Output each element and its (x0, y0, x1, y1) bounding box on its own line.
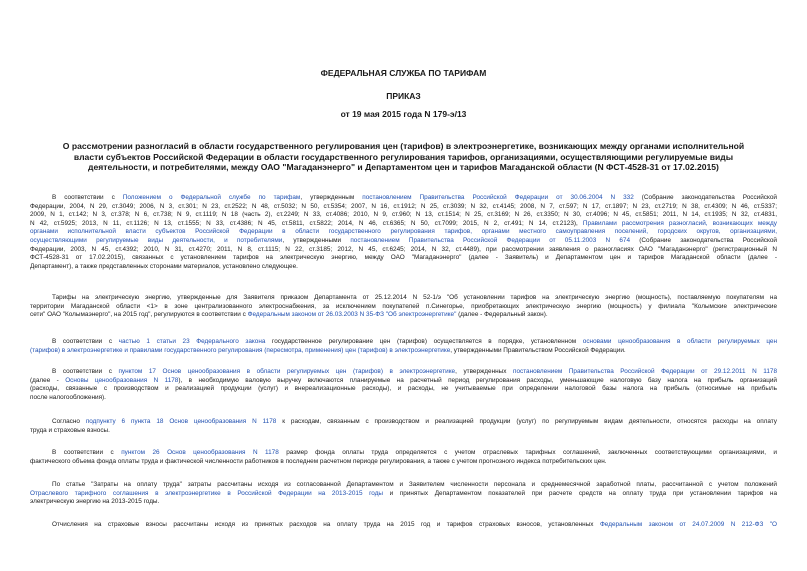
subject-line: О рассмотрении разногласий в области государственного регулирования цен (тарифов) в электроэнергетике, возникающих между органами исполнительной (62, 141, 745, 151)
text-line: труда и страховые взносы. (30, 426, 110, 434)
link-article-23[interactable]: частью 1 статьи 23 Федерального закона (118, 338, 266, 345)
text-line: фактического объема фонда оплаты труда и фактической численности работников в последнем расчетном периоде регулирования, а также с учетом прогнозного индекса потребительских цен. (30, 457, 607, 465)
text-line: Департамент), а также представленных сторонами материалов, установлено следующее. (30, 262, 298, 270)
paragraph-2 (30, 294, 777, 320)
text: и принятых Департаментом показателей при расчете средств на оплату труда при установлении тарифов на (383, 489, 777, 497)
link-pricing-basics-cont[interactable]: (тарифов) в электроэнергетике и правилами государственного регулирования (пересмотра, применения) цен (тарифов) в электроэнергетике (30, 346, 451, 354)
link-industry-agreement[interactable]: Отраслевого тарифного соглашения в электроэнергетике в Российской Федерации на 2013-2015 годы (30, 489, 384, 497)
link-dispute-rules[interactable]: Правилами рассмотрения разногласий, возникающих между (582, 219, 777, 227)
link-subpoint-6[interactable]: подпункту 6 пункта 18 Основ ценообразования N 1178 (85, 418, 277, 425)
text-line: 2009, N 1, ст.142; N 3, ст.378; N 6, ст.738; N 9, ст.1119; N 18 (часть 2), ст.2249; N 33, ст.4086; 2010, N 9, ст.960; N 13, ст.1514; N 25, ст.3169; N 26, ст.3350; N 30, ст.4096; N 45, ст.5851; 2011, N 14, ст.1935; N 32, ст.4831, (30, 211, 777, 219)
link-point-17[interactable]: пунктом 17 Основ ценообразования в области регулируемых цен (тарифов) в электроэнергетике (118, 368, 456, 375)
text: , утвержденными Правительством Российской Федерации. (450, 346, 626, 354)
text: сети" ОАО "Колымаэнерго", на 2015 год", регулируются в соответствии с (30, 311, 248, 319)
text: N 42, ст.5925; 2013, N 11, ст.1126; N 13, ст.1555; N 33, ст.4386; N 45, ст.5811, ст.5822; 2014, N 46, ст.6365; N 50, ст.7099; 2015, N 2, ст.491; N 14, ст.2123), (30, 219, 583, 227)
text: , утвержденными (282, 236, 351, 244)
subject-line: деятельности, и потребителями, между ОАО "Магаданэнерго" и Департаментом цен и тарифов Магаданской области (N ФСТ-4528-31 от 17.02.2015) (88, 162, 719, 173)
text: В соответствии с (52, 449, 122, 456)
text-line: ФСТ-4528-31 от 17.02.2015), связанных с установлением тарифов на электрическую энергию, между ОАО "Магаданэнерго" (далее - Заявитель) и Департаментом цен и тарифов Магаданской области (далее - (30, 254, 777, 262)
link-fst-regulation[interactable]: Положением о Федеральной службе по тарифам (122, 194, 301, 201)
text-line: Тарифы на электрическую энергию, утвержденные для Заявителя приказом Департамента от 25.12.2014 N 52-1/э "Об установлении тарифов на электрическую энергию (мощность), поставляемую покупателям на (52, 294, 777, 301)
paragraph-7 (30, 481, 777, 507)
text-line: (расходы, связанные с производством и реализацией продукции (услуг) и внереализационные расходы), и расходы, не учитываемые при определении налоговой базы налога на прибыль (относимые на прибыль (30, 385, 777, 393)
link-federal-law-35[interactable]: Федеральным законом от 26.03.2003 N 35-ФЗ "Об электроэнергетике" (247, 311, 457, 319)
paragraph-8 (30, 521, 777, 530)
link-basics-1178[interactable]: Основы ценообразования N 1178 (65, 376, 179, 384)
link-gov-decree-674[interactable]: постановлением Правительства Российской Федерации от 05.11.2003 N 674 (350, 236, 631, 244)
text: Отчисления на страховые взносы рассчитаны исходя из принятых расходов на оплату труда на 2015 год и тарифов страховых взносов, установленных (52, 521, 600, 528)
paragraph-1 (30, 194, 777, 271)
paragraph-4 (30, 368, 777, 402)
subject-line: власти субъектов Российской Федерации в области государственного регулирования тарифов, организациями, осуществляющими регулируемые виды (73, 151, 734, 162)
text-line: По статье "Затраты на оплату труда" затраты рассчитаны исходя из согласованной Департаментом и Заявителем численности персонала и среднемесячной заработной платы, рассчитанной с учетом положений (52, 481, 777, 488)
text: к расходам, связанным с производством и реализацией продукции (услуг) по регулируемым видам деятельности, относятся расходы на оплату (276, 418, 777, 425)
text: государственное регулирование цен (тарифов) осуществляется в порядке, установленном (265, 338, 583, 345)
text: В соответствии с (52, 338, 119, 345)
link-gov-decree-1178[interactable]: постановлением Правительства Российской Федерации от 29.12.2011 N 1178 (512, 368, 777, 375)
paragraph-6 (30, 449, 777, 466)
text: ), в необходимую валовую выручку включаются планируемые на расчетный период регулирования расходы, уменьшающие налоговую базу налога на прибыль организаций (178, 376, 777, 384)
text: (Собрание законодательства Российской (633, 194, 777, 201)
text-line: территории Магаданской области <1> в зоне централизованного электроснабжения, за исключением покупателей п.Синегорье, приобретающих электрическую энергию (мощность) у филиала "Колымские электрические (30, 302, 777, 310)
link-pricing-basics[interactable]: основами ценообразования в области регулируемых цен (582, 338, 777, 345)
document-date-number: от 19 мая 2015 года N 179-э/13 (340, 109, 467, 119)
link-gov-decree-332[interactable]: постановлением Правительства Российской Федерации от 30.06.2004 N 332 (362, 194, 634, 201)
text: В соответствии с (52, 368, 119, 375)
paragraph-5 (30, 418, 777, 435)
text: В соответствии с (52, 194, 123, 201)
text: (Собрание законодательства Российской (630, 236, 777, 244)
link-dispute-rules-cont[interactable]: органами исполнительной власти субъектов Российской Федерации в области государственного регулирования тарифов, органами местного самоуправления поселений, городских округов, организациями, (30, 228, 777, 236)
text-line: после налогообложения). (30, 393, 106, 401)
link-point-26[interactable]: пунктом 26 Основ ценообразования N 1178 (121, 449, 279, 456)
document-type: ПРИКАЗ (386, 91, 421, 101)
text: , утвержденным (300, 194, 363, 201)
link-dispute-rules-end[interactable]: осуществляющими регулируемые виды деятельности, и потребителями (30, 236, 283, 244)
text-line: электрическую энергию на 2013-2015 годы. (30, 498, 160, 506)
text: , утвержденных (455, 368, 513, 375)
text-line: Федерации, 2004, N 29, ст.3049; 2006, N 3, ст.301; N 23, ст.2522; N 48, ст.5032; N 50, ст.5354; 2007, N 16, ст.1912; N 25, ст.3039; N 32, ст.4145; 2008, N 7, ст.597; N 17, ст.1897; N 23, ст.2719; N 38, ст.4309; N 46, ст.5337; (30, 202, 777, 210)
text-line: Федерации, 2003, N 45, ст.4392; 2010, N 31, ст.4270; 2011, N 8, ст.1115; N 22, ст.3185; 2012, N 45, ст.6245; 2014, N 32, ст.4489), при рассмотрении заявления о разногласиях ОАО "Магаданэнерго" (регистрационный N (30, 245, 777, 253)
document-subject (30, 141, 777, 173)
text: (далее - Федеральный закон). (456, 311, 548, 319)
link-federal-law-212[interactable]: Федеральным законом от 24.07.2009 N 212-ФЗ "О (599, 521, 777, 528)
text: (далее - (30, 376, 66, 384)
text: размер фонда оплаты труда определяется с учетом отраслевых тарифных соглашений, заключенных соответствующими организациями, и (278, 449, 777, 456)
text: Согласно (52, 418, 86, 425)
paragraph-3 (30, 338, 777, 355)
agency-name: ФЕДЕРАЛЬНАЯ СЛУЖБА ПО ТАРИФАМ (320, 68, 487, 78)
